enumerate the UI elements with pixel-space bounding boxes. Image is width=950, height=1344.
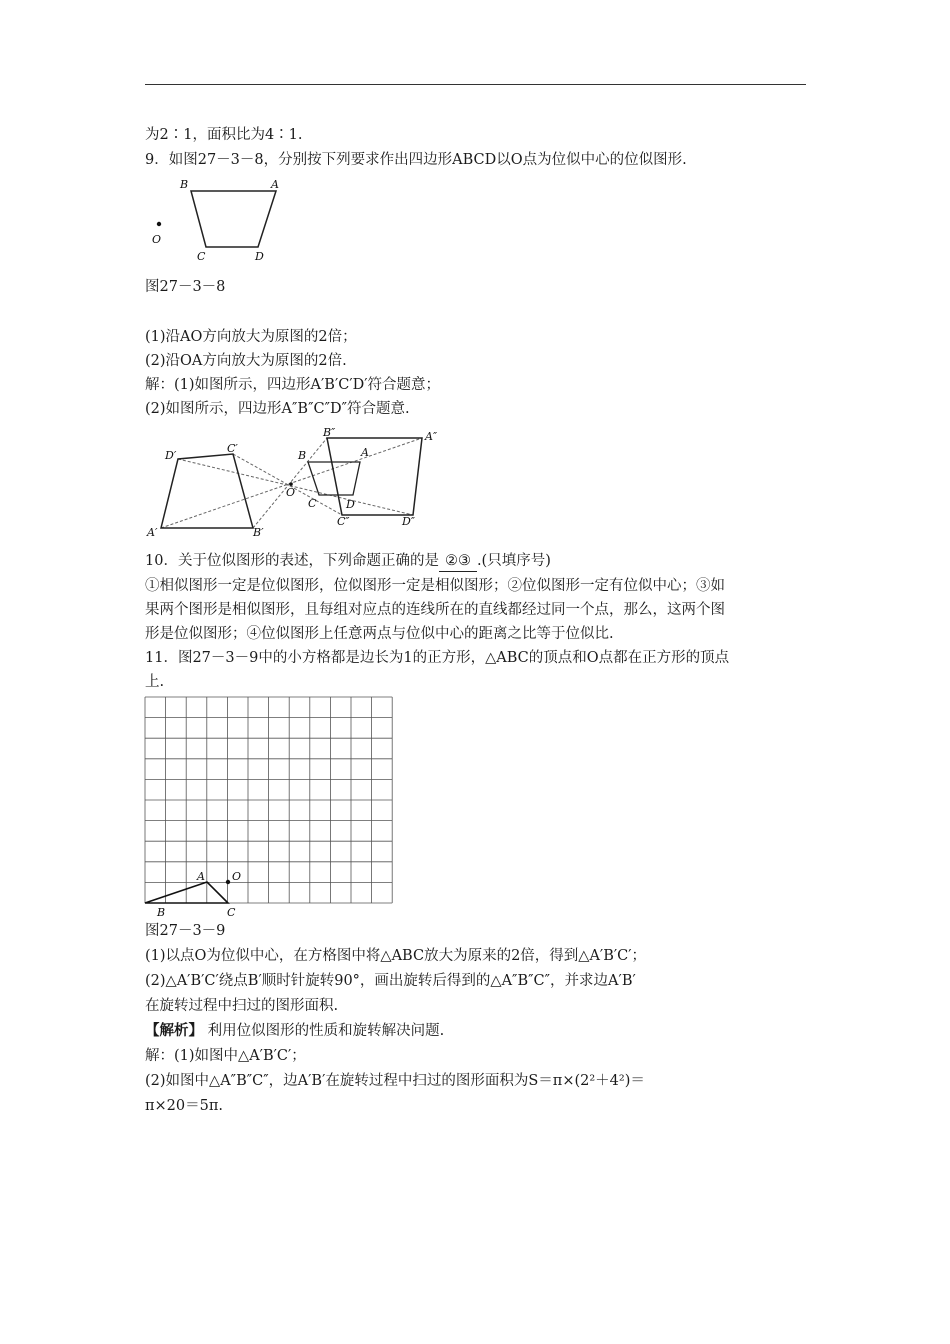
point-o: [157, 222, 161, 226]
label-a-prime: A′: [147, 526, 158, 539]
quadrilateral-a2b2c2d2: [327, 438, 422, 515]
text-line: ①相似图形一定是位似图形，位似图形一定是相似图形；②位似图形一定有位似中心；③如: [145, 578, 725, 594]
label-b-double-prime: B″: [323, 426, 336, 439]
label-o: O: [286, 486, 296, 499]
text-line: 上.: [145, 674, 165, 690]
grid-figure-27-3-9: [145, 697, 395, 922]
analysis-text: 利用位似图形的性质和旋转解决问题.: [207, 1023, 445, 1039]
label-c-prime: C′: [227, 442, 238, 455]
label-c: C: [197, 250, 206, 263]
question-9: 9．如图27－3－8，分别按下列要求作出四边形ABCD以O点为位似中心的位似图形.: [145, 152, 687, 168]
label-c-double-prime: C″: [337, 515, 350, 528]
figure-caption: 图27－3－8: [145, 279, 226, 295]
quadrilateral-abcd: [308, 462, 360, 495]
label-b-prime: B′: [253, 526, 264, 539]
solution-figure: [140, 425, 450, 545]
text-line: 为2∶1，面积比为4∶1.: [145, 127, 303, 143]
question-10-note: .(只填序号): [476, 553, 551, 569]
question-11: 11．图27－3－9中的小方格都是边长为1的正方形，△ABC的顶点和O点都在正方形的顶点: [145, 650, 730, 666]
label-a: A: [271, 178, 279, 191]
figure-caption: 图27－3－9: [145, 923, 226, 939]
label-a-double-prime: A″: [425, 430, 438, 443]
analysis-line: [145, 1021, 444, 1041]
label-a: A: [361, 446, 369, 459]
label-o: O: [232, 870, 242, 883]
figure-27-3-8: [140, 172, 290, 264]
text-line: 形是位似图形；④位似图形上任意两点与位似中心的距离之比等于位似比.: [145, 626, 614, 642]
question-10-stem: 10．关于位似图形的表述，下列命题正确的是: [145, 553, 439, 569]
text-line: (2)如图中△A″B″C″，边A′B′在旋转过程中扫过的图形面积为S＝π×(2²＋4²)＝: [145, 1073, 645, 1089]
quadrilateral-a1b1c1d1: [161, 454, 253, 528]
text-line: (2)△A′B′C′绕点B′顺时针旋转90°，画出旋转后得到的△A″B″C″，并求边A′B′: [145, 973, 636, 989]
label-d: D: [255, 250, 264, 263]
text-line: 在旋转过程中扫过的图形面积.: [145, 998, 339, 1014]
question-10: [145, 551, 551, 572]
text-line: π×20＝5π.: [145, 1098, 223, 1114]
label-c: C: [227, 906, 236, 919]
label-d-double-prime: D″: [402, 515, 415, 528]
text-line: 果两个图形是相似图形，且每组对应点的连线所在的直线都经过同一个点，那么，这两个图: [145, 602, 725, 618]
header-rule: [145, 84, 806, 85]
quadrilateral-abcd: [191, 191, 276, 247]
label-b: B: [157, 906, 166, 919]
text-line: (1)以点O为位似中心，在方格图中将△ABC放大为原来的2倍，得到△A′B′C′；: [145, 948, 647, 964]
label-d-prime: D′: [165, 449, 177, 462]
label-c: C: [308, 497, 317, 510]
analysis-tag: 【解析】: [145, 1022, 203, 1039]
point-o: [226, 880, 230, 884]
grid-lines: [145, 697, 392, 903]
label-o: O: [152, 233, 162, 246]
text-line: (2)沿OA方向放大为原图的2倍.: [145, 353, 347, 369]
label-d: D: [346, 498, 355, 511]
label-a: A: [197, 870, 205, 883]
text-line: (2)如图所示，四边形A″B″C″D″符合题意.: [145, 401, 410, 417]
text-line: (1)沿AO方向放大为原图的2倍；: [145, 329, 357, 345]
text-line: 解：(1)如图所示，四边形A′B′C′D′符合题意；: [145, 377, 441, 393]
label-b: B: [180, 178, 189, 191]
label-b: B: [298, 449, 307, 462]
answer-blank: ②③: [439, 551, 477, 572]
text-line: 解：(1)如图中△A′B′C′；: [145, 1048, 306, 1064]
